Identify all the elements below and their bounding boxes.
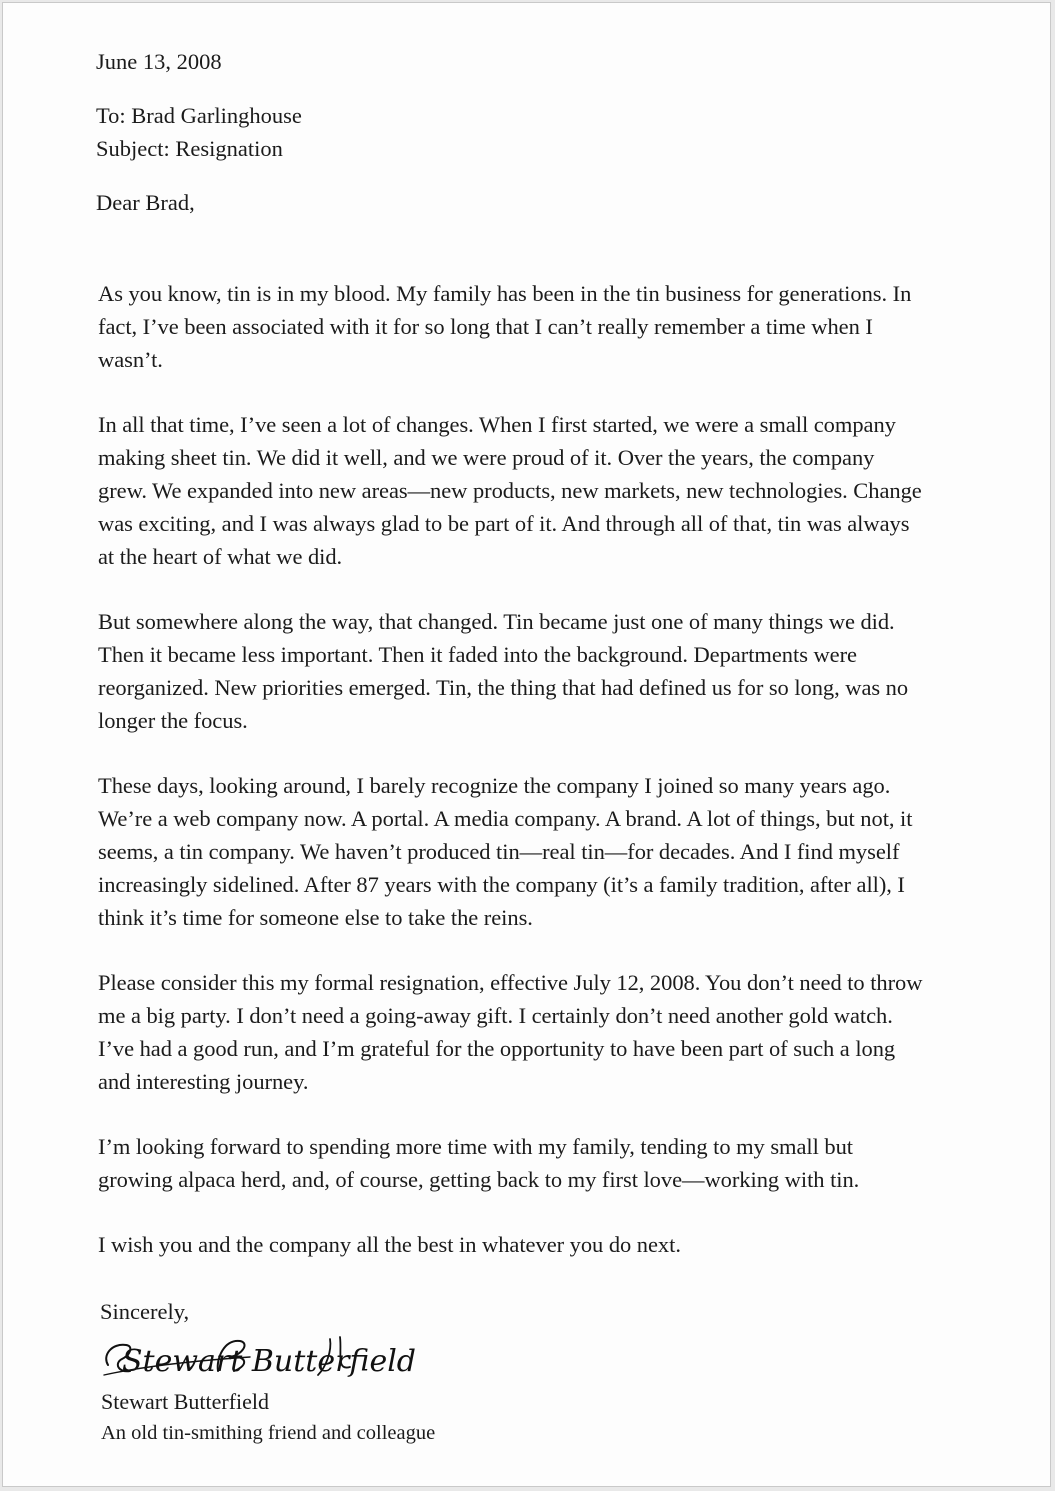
- letter-closing: Sincerely,: [100, 1299, 190, 1324]
- letter-recipient: To: Brad Garlinghouse: [96, 103, 302, 128]
- signer-title: An old tin-smithing friend and colleague: [101, 1422, 436, 1444]
- letter-page: [2, 2, 1051, 1487]
- letter-subject: Subject: Resignation: [96, 136, 283, 161]
- letter-salutation: Dear Brad,: [96, 190, 195, 215]
- letter-paragraph: Please consider this my formal resignation, effective July 12, 2008. You don’t need to throw me a big party. I don’t need a going-away gift. I certainly don’t need another gold watch. I’ve had a good run, and I’m grateful for the opportunity to have been part of such a long and interesting journey.: [98, 970, 923, 1094]
- letter-paragraph: In all that time, I’ve seen a lot of changes. When I first started, we were a small company making sheet tin. We did it well, and we were proud of it. Over the years, the company grew. We expanded into new areas—new products, new markets, new technologies. Change was exciting, and I was always glad to be part of it. And through all of that, tin was always at the heart of what we did.: [98, 412, 922, 569]
- letter-paragraph: I wish you and the company all the best in whatever you do next.: [98, 1232, 681, 1257]
- handwritten-signature: [100, 1331, 416, 1391]
- signer-name: Stewart Butterfield: [101, 1389, 270, 1414]
- letter: [96, 45, 936, 1444]
- letter-paragraph: But somewhere along the way, that changed. Tin became just one of many things we did. Then it became less important. Then it faded into the background. Departments were reorganized. New priorities emerged. Tin, the thing that had defined us for so long, was no longer the focus.: [98, 609, 909, 733]
- letter-date: June 13, 2008: [96, 49, 222, 74]
- letter-paragraph: These days, looking around, I barely recognize the company I joined so many years ago. We’re a web company now. A portal. A media company. A brand. A lot of things, but not, it seems, a tin company. We haven’t produced tin—real tin—for decades. And I find myself increasingly sidelined. After 87 years with the company (it’s a family tradition, after all), I think it’s time for someone else to take the reins.: [98, 773, 913, 930]
- letter-paragraph: As you know, tin is in my blood. My family has been in the tin business for generations. In fact, I’ve been associated with it for so long that I can’t really remember a time when I wasn’t.: [98, 281, 912, 372]
- signature-text: Stewart Butterfield: [122, 1344, 416, 1379]
- letter-body: [98, 277, 928, 1277]
- letter-paragraph: I’m looking forward to spending more time with my family, tending to my small but growing alpaca herd, and, of course, getting back to my first love—working with tin.: [98, 1134, 860, 1192]
